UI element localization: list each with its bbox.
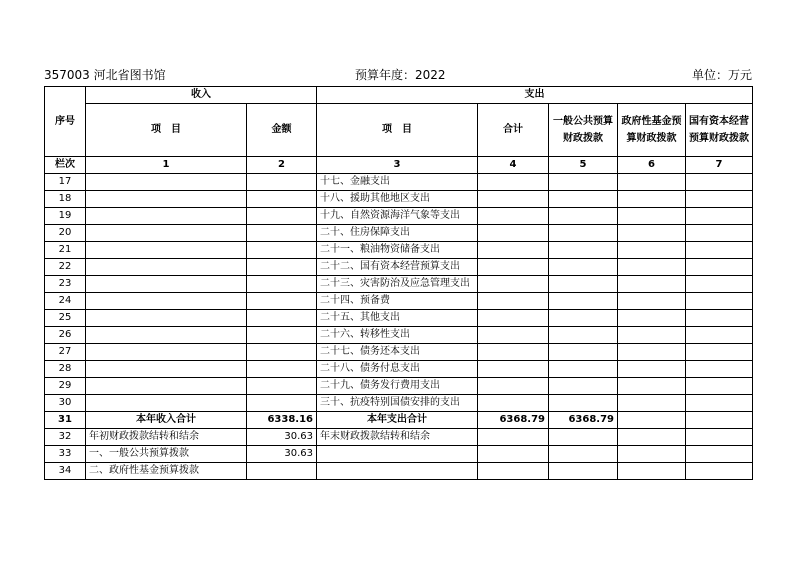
income-header: 收入 [86, 87, 317, 104]
gov-fund-cell [618, 378, 686, 395]
expense-item-header: 项 目 [317, 104, 478, 157]
table-row [45, 191, 753, 208]
gov-fund-cell [618, 361, 686, 378]
gov-fund-cell [618, 446, 686, 463]
gov-fund-cell [618, 327, 686, 344]
table-row [45, 429, 753, 446]
income-amount-cell [247, 361, 317, 378]
general-budget-cell [549, 344, 618, 361]
seq-cell: 27 [45, 344, 86, 361]
table-row [45, 293, 753, 310]
general-budget-cell [549, 242, 618, 259]
total-cell [478, 225, 549, 242]
income-item-cell [86, 310, 247, 327]
general-budget-cell: 6368.79 [549, 412, 618, 429]
seq-cell: 19 [45, 208, 86, 225]
income-amount-cell [247, 259, 317, 276]
general-budget-cell [549, 259, 618, 276]
table-row [45, 344, 753, 361]
expense-item-cell: 二十七、债务还本支出 [317, 344, 478, 361]
seq-cell: 26 [45, 327, 86, 344]
expense-item-cell: 三十、抗疫特别国债安排的支出 [317, 395, 478, 412]
general-budget-cell [549, 395, 618, 412]
gov-fund-cell [618, 310, 686, 327]
income-item-cell [86, 293, 247, 310]
table-row [45, 463, 753, 480]
unit-label: 单位：万元 [691, 68, 752, 82]
state-capital-cell [686, 293, 753, 310]
income-item-cell [86, 276, 247, 293]
income-item-cell: 二、政府性基金预算拨款 [86, 463, 247, 480]
total-cell [478, 395, 549, 412]
general-budget-cell [549, 327, 618, 344]
state-capital-cell [686, 361, 753, 378]
seq-cell: 32 [45, 429, 86, 446]
income-amount-cell [247, 310, 317, 327]
seq-cell: 24 [45, 293, 86, 310]
col-number-2: 2 [247, 157, 317, 174]
state-capital-cell [686, 378, 753, 395]
total-cell [478, 191, 549, 208]
total-cell [478, 208, 549, 225]
expense-item-cell: 二十二、国有资本经营预算支出 [317, 259, 478, 276]
income-item-cell [86, 259, 247, 276]
table-row [45, 276, 753, 293]
income-amount-cell [247, 378, 317, 395]
total-cell [478, 446, 549, 463]
expense-item-cell: 十七、金融支出 [317, 174, 478, 191]
total-header: 合计 [478, 104, 549, 157]
seq-header: 序号 [45, 87, 86, 157]
org-label: 357003 河北省图书馆 [44, 68, 166, 82]
general-budget-cell [549, 378, 618, 395]
general-budget-cell [549, 191, 618, 208]
state-capital-cell [686, 463, 753, 480]
seq-cell: 29 [45, 378, 86, 395]
col-number-3: 3 [317, 157, 478, 174]
expense-item-cell: 二十四、预备费 [317, 293, 478, 310]
income-amount-cell [247, 276, 317, 293]
general-budget-cell [549, 208, 618, 225]
expense-item-cell: 二十五、其他支出 [317, 310, 478, 327]
income-item-cell: 年初财政拨款结转和结余 [86, 429, 247, 446]
total-cell [478, 429, 549, 446]
seq-cell: 34 [45, 463, 86, 480]
income-amount-cell [247, 327, 317, 344]
gov-fund-cell [618, 395, 686, 412]
header-row-2 [45, 104, 753, 157]
total-cell [478, 361, 549, 378]
table-row [45, 412, 753, 429]
seq-cell: 28 [45, 361, 86, 378]
table-row [45, 208, 753, 225]
general-budget-cell [549, 446, 618, 463]
state-capital-cell [686, 225, 753, 242]
general-budget-header: 一般公共预算财政拨款 [549, 104, 618, 157]
expense-item-cell: 二十一、粮油物资储备支出 [317, 242, 478, 259]
income-amount-cell [247, 463, 317, 480]
gov-fund-cell [618, 429, 686, 446]
general-budget-cell [549, 225, 618, 242]
seq-cell: 17 [45, 174, 86, 191]
general-budget-cell [549, 276, 618, 293]
income-item-cell [86, 174, 247, 191]
income-item-cell: 一、一般公共预算拨款 [86, 446, 247, 463]
seq-cell: 31 [45, 412, 86, 429]
seq-cell: 22 [45, 259, 86, 276]
gov-fund-cell [618, 293, 686, 310]
total-cell [478, 242, 549, 259]
general-budget-cell [549, 361, 618, 378]
gov-fund-cell [618, 259, 686, 276]
seq-cell: 20 [45, 225, 86, 242]
general-budget-cell [549, 463, 618, 480]
seq-cell: 18 [45, 191, 86, 208]
total-cell [478, 327, 549, 344]
budget-year: 预算年度：2022 [355, 68, 446, 82]
income-amount-cell [247, 293, 317, 310]
total-cell [478, 174, 549, 191]
gov-fund-cell [618, 242, 686, 259]
gov-fund-header: 政府性基金预算财政拨款 [618, 104, 686, 157]
state-capital-cell [686, 429, 753, 446]
income-amount-cell: 30.63 [247, 429, 317, 446]
state-capital-cell [686, 191, 753, 208]
state-capital-cell [686, 412, 753, 429]
state-capital-cell [686, 276, 753, 293]
income-item-cell [86, 225, 247, 242]
state-capital-cell [686, 395, 753, 412]
lanci-label: 栏次 [45, 157, 86, 174]
gov-fund-cell [618, 225, 686, 242]
total-cell [478, 259, 549, 276]
general-budget-cell [549, 174, 618, 191]
expense-item-cell: 二十八、债务付息支出 [317, 361, 478, 378]
expense-header: 支出 [317, 87, 753, 104]
gov-fund-cell [618, 463, 686, 480]
gov-fund-cell [618, 191, 686, 208]
total-cell: 6368.79 [478, 412, 549, 429]
income-item-cell [86, 242, 247, 259]
income-amount-cell [247, 225, 317, 242]
column-number-row [45, 157, 753, 174]
total-cell [478, 293, 549, 310]
seq-cell: 33 [45, 446, 86, 463]
expense-item-cell: 二十、住房保障支出 [317, 225, 478, 242]
income-item-header: 项 目 [86, 104, 247, 157]
header-row-1 [45, 87, 753, 104]
general-budget-cell [549, 310, 618, 327]
state-capital-cell [686, 344, 753, 361]
income-item-cell [86, 378, 247, 395]
total-cell [478, 276, 549, 293]
income-item-cell [86, 208, 247, 225]
income-amount-cell [247, 191, 317, 208]
col-number-7: 7 [686, 157, 753, 174]
state-capital-cell [686, 242, 753, 259]
gov-fund-cell [618, 208, 686, 225]
income-item-cell [86, 395, 247, 412]
gov-fund-cell [618, 344, 686, 361]
table-row [45, 446, 753, 463]
state-capital-cell [686, 446, 753, 463]
expense-item-cell: 十八、援助其他地区支出 [317, 191, 478, 208]
total-cell [478, 378, 549, 395]
state-capital-cell [686, 208, 753, 225]
table-row [45, 361, 753, 378]
income-amount-cell [247, 344, 317, 361]
seq-cell: 25 [45, 310, 86, 327]
table-row [45, 327, 753, 344]
expense-item-cell [317, 446, 478, 463]
table-row [45, 395, 753, 412]
state-capital-cell [686, 327, 753, 344]
income-item-cell [86, 361, 247, 378]
income-amount-cell [247, 242, 317, 259]
table-row [45, 310, 753, 327]
state-capital-cell [686, 310, 753, 327]
expense-item-cell: 十九、自然资源海洋气象等支出 [317, 208, 478, 225]
income-amount-cell [247, 395, 317, 412]
expense-item-cell: 二十九、债务发行费用支出 [317, 378, 478, 395]
income-amount-cell [247, 174, 317, 191]
state-capital-header: 国有资本经营预算财政拨款 [686, 104, 753, 157]
income-item-cell [86, 327, 247, 344]
general-budget-cell [549, 429, 618, 446]
expense-item-cell: 年末财政拨款结转和结余 [317, 429, 478, 446]
expense-item-cell: 二十六、转移性支出 [317, 327, 478, 344]
seq-cell: 30 [45, 395, 86, 412]
state-capital-cell [686, 174, 753, 191]
col-number-1: 1 [86, 157, 247, 174]
table-row [45, 242, 753, 259]
general-budget-cell [549, 293, 618, 310]
table-row [45, 225, 753, 242]
expense-item-cell: 本年支出合计 [317, 412, 478, 429]
total-cell [478, 310, 549, 327]
income-amount-cell [247, 208, 317, 225]
total-cell [478, 344, 549, 361]
seq-cell: 21 [45, 242, 86, 259]
expense-item-cell: 二十三、灾害防治及应急管理支出 [317, 276, 478, 293]
expense-item-cell [317, 463, 478, 480]
table-row [45, 378, 753, 395]
col-number-6: 6 [618, 157, 686, 174]
table-row [45, 259, 753, 276]
seq-cell: 23 [45, 276, 86, 293]
income-item-cell [86, 191, 247, 208]
budget-table [44, 86, 753, 480]
col-number-4: 4 [478, 157, 549, 174]
income-amount-cell: 6338.16 [247, 412, 317, 429]
income-item-cell: 本年收入合计 [86, 412, 247, 429]
total-cell [478, 463, 549, 480]
table-row [45, 174, 753, 191]
state-capital-cell [686, 259, 753, 276]
income-amount-cell: 30.63 [247, 446, 317, 463]
gov-fund-cell [618, 174, 686, 191]
income-item-cell [86, 344, 247, 361]
col-number-5: 5 [549, 157, 618, 174]
gov-fund-cell [618, 276, 686, 293]
income-amount-header: 金额 [247, 104, 317, 157]
gov-fund-cell [618, 412, 686, 429]
